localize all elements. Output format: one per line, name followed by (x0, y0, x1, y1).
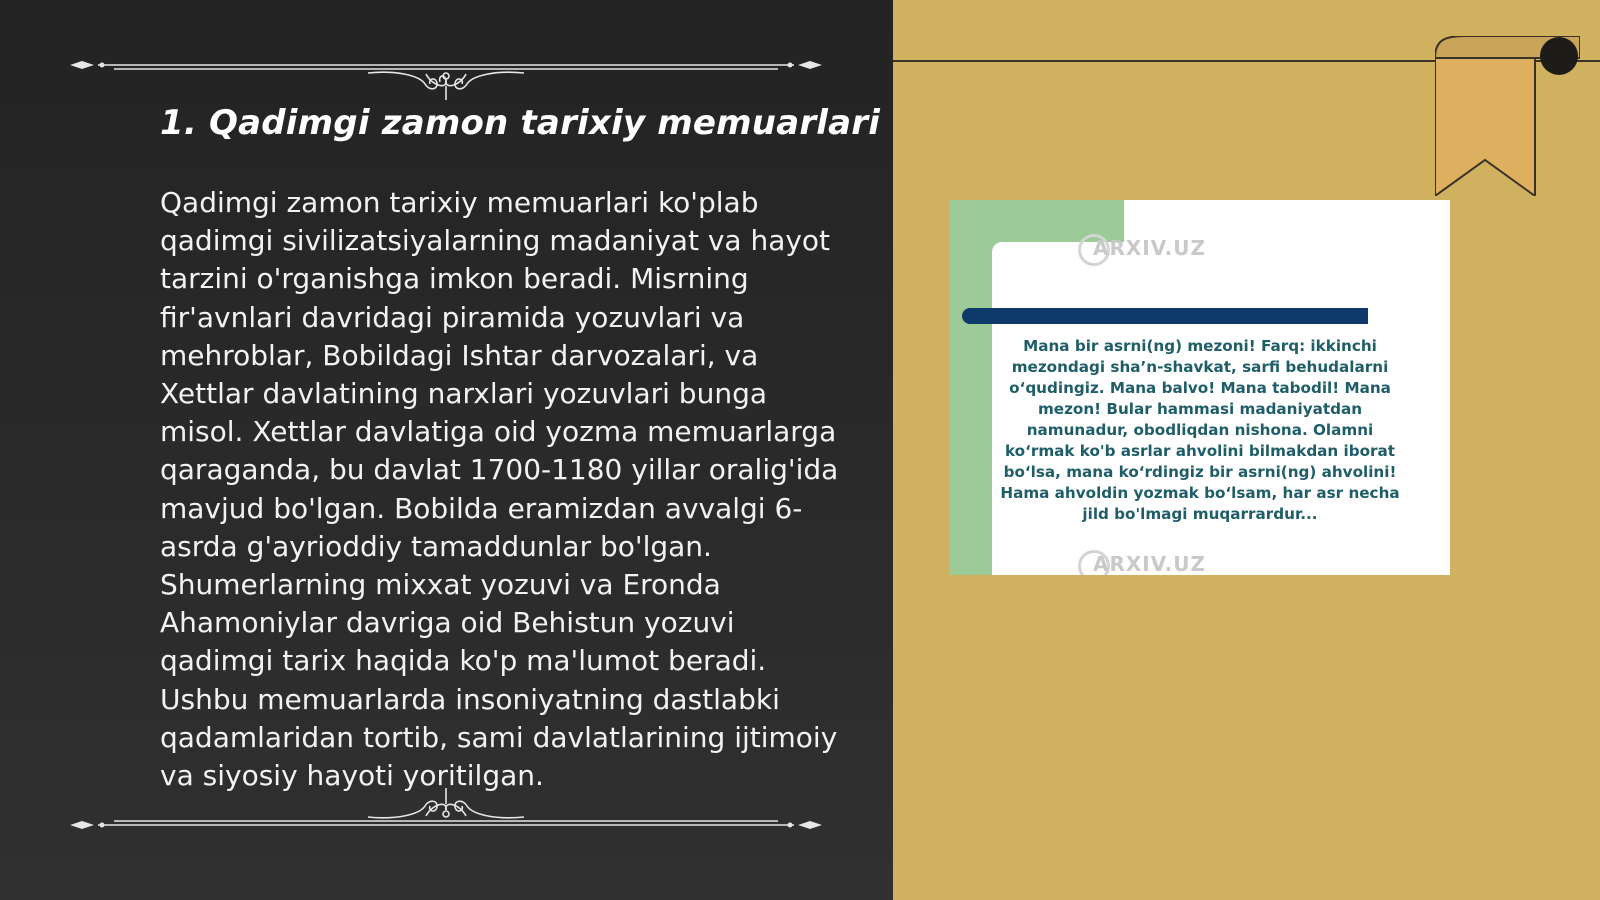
quote-picture (950, 200, 1450, 575)
bookmark-ribbon-icon (1435, 36, 1580, 196)
slide-body-text: Qadimgi zamon tarixiy memuarlari ko'plab qadimgi sivilizatsiyalarning madaniyat va hayot tarzini o'rganishga imkon beradi. Misrning fir'avnlari davridagi piramida yozuvlari va mehroblar, Bobildagi Ishtar darvozalari, va Xettlar davlatining narxlari yozuvlari bunga misol. Xettlar davlatiga oid yozma memuarlarga qaraganda, bu davlat 1700-1180 yillar oralig'ida mavjud bo'lgan. Bobilda eramizdan avvalgi 6-asrda g'ayrioddiy tamaddunlar bo'lgan. Shumerlarning mixxat yozuvi va Eronda Ahamoniylar davriga oid Behistun yozuvi qadimgi tarix haqida ko'p ma'lumot beradi. Ushbu memuarlarda insoniyatning dastlabki qadamlaridan tortib, sami davlatlarining ijtimoiy va siyosiy hayoti yoritilgan. (160, 186, 839, 793)
picture-navy-bar (962, 308, 1368, 324)
watermark-top: ARXIV.UZ (1093, 236, 1206, 260)
picture-quote-text: Mana bir asrni(ng) mezoni! Farq: ikkinchi mezondagi sha’n-shavkat, sarfi behudalarni o‘qudingiz. Mana balvo! Mana tabodil! Mana mezon! Bular hammasi madaniyatdan namunadur, obodliqdan nishona. Olamni ko‘rmak ko'b asrlar ahvolini bilmakdan iborat bo‘lsa, mana ko‘rdingiz bir asrni(ng) ahvolini! Hama ahvoldin yozmak bo‘lsam, har asr necha jild bo'lmagi muqarrardur... (1000, 337, 1400, 523)
top-flourish-divider (68, 40, 824, 100)
watermark-bottom: ARXIV.UZ (1093, 552, 1206, 575)
slide-title: 1. Qadimgi zamon tarixiy memuarlari (160, 103, 881, 143)
